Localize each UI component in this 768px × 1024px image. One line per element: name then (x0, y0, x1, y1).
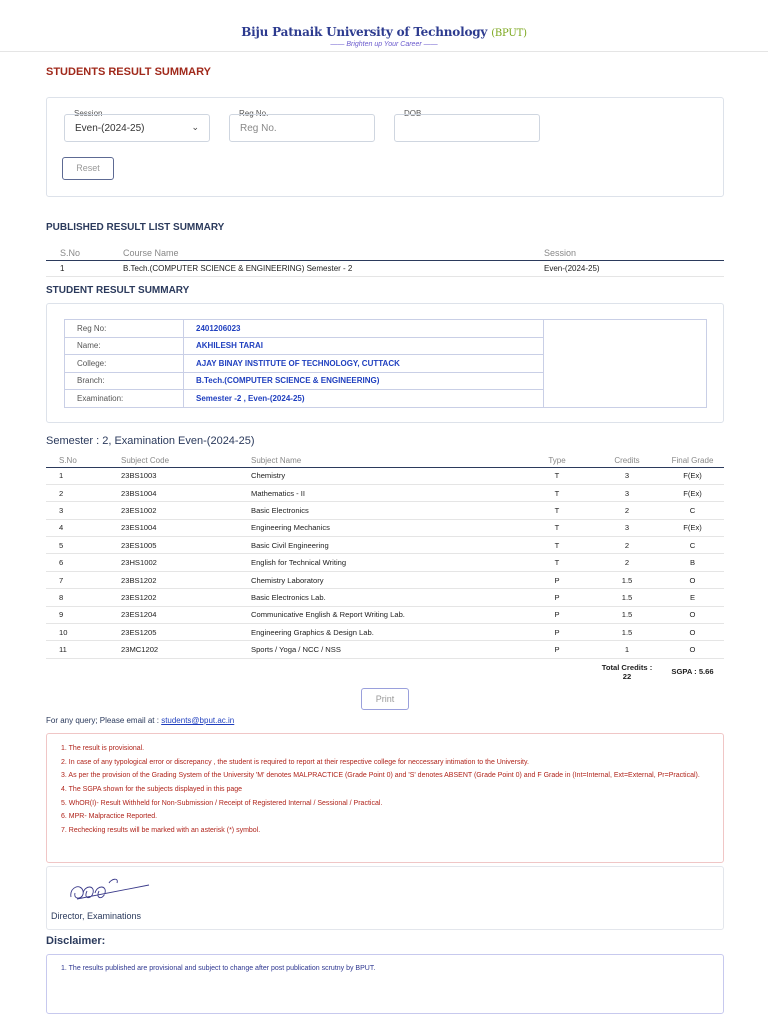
cell-sno: 4 (46, 519, 121, 536)
cell-type: T (521, 554, 593, 571)
table-row[interactable] (46, 261, 724, 277)
cell-grade: F(Ex) (661, 467, 724, 484)
col-course: Course Name (109, 246, 530, 261)
session-label: Session (74, 109, 103, 118)
info-value: B.Tech.(COMPUTER SCIENCE & ENGINEERING) (184, 372, 544, 390)
university-logo[interactable] (0, 25, 768, 39)
disclaimer-card (46, 954, 724, 1014)
regno-label: Reg No. (239, 109, 269, 118)
sgpa-value: SGPA : 5.66 (671, 667, 714, 677)
table-row[interactable] (46, 641, 724, 658)
signature-image (65, 873, 155, 907)
cell-subject-name: Basic Electronics Lab. (251, 589, 521, 606)
student-info-table (64, 319, 707, 408)
cell-sno: 5 (46, 537, 121, 554)
cell-type: T (521, 537, 593, 554)
table-row[interactable] (46, 606, 724, 623)
cell-grade: F(Ex) (661, 484, 724, 501)
total-credits-label: Total Credits : (601, 662, 653, 672)
cell-subject-code: 23ES1002 (121, 502, 251, 519)
cell-sno: 2 (46, 484, 121, 501)
cell-type: P (521, 606, 593, 623)
cell-grade: O (661, 571, 724, 588)
cell-type: P (521, 624, 593, 641)
result-table (46, 455, 724, 684)
cell-credits: 2 (593, 554, 661, 571)
session-value: Even-(2024-25) (75, 123, 145, 134)
query-line (46, 716, 234, 725)
note-item: 4. The SGPA shown for the subjects displayed in this page (61, 786, 243, 794)
cell-grade: B (661, 554, 724, 571)
university-tagline: —— Brighten up Your Career —— (330, 41, 438, 48)
info-value: Semester -2 , Even-(2024-25) (184, 390, 544, 408)
cell-sno: 6 (46, 554, 121, 571)
col-type: Type (521, 455, 593, 467)
total-credits-value: 22 (622, 671, 632, 681)
cell-type: T (521, 519, 593, 536)
cell-subject-name: Chemistry (251, 467, 521, 484)
col-credits: Credits (593, 455, 661, 467)
cell-subject-code: 23ES1005 (121, 537, 251, 554)
cell-subject-name: Mathematics - II (251, 484, 521, 501)
cell-grade: O (661, 624, 724, 641)
cell-grade: C (661, 502, 724, 519)
col-subject-code: Subject Code (121, 455, 251, 467)
cell-subject-code: 23MC1202 (121, 641, 251, 658)
info-row (65, 320, 707, 338)
student-section-title: STUDENT RESULT SUMMARY (46, 285, 190, 296)
cell-subject-name: Basic Electronics (251, 502, 521, 519)
cell-grade: C (661, 537, 724, 554)
cell-credits: 1 (593, 641, 661, 658)
cell-credits: 3 (593, 467, 661, 484)
cell-credits: 2 (593, 537, 661, 554)
result-body (46, 467, 724, 658)
cell-subject-name: English for Technical Writing (251, 554, 521, 571)
cell-subject-name: Communicative English & Report Writing Lab. (251, 606, 521, 623)
photo-cell (544, 320, 707, 408)
reset-button[interactable]: Reset (62, 157, 114, 180)
cell-subject-name: Basic Civil Engineering (251, 537, 521, 554)
cell-sno: 1 (46, 261, 109, 277)
cell-subject-name: Engineering Graphics & Design Lab. (251, 624, 521, 641)
query-text: For any query; Please email at : (46, 716, 159, 725)
cell-subject-code: 23ES1205 (121, 624, 251, 641)
cell-credits: 3 (593, 519, 661, 536)
info-label: Name: (65, 337, 184, 355)
table-row[interactable] (46, 467, 724, 484)
session-select[interactable] (64, 114, 210, 142)
table-row[interactable] (46, 589, 724, 606)
table-row[interactable] (46, 484, 724, 501)
dob-label: DOB (404, 109, 422, 118)
note-item: 6. MPR- Malpractice Reported. (61, 813, 158, 821)
cell-course: B.Tech.(COMPUTER SCIENCE & ENGINEERING) Semester - 2 (109, 261, 530, 277)
cell-subject-code: 23BS1202 (121, 571, 251, 588)
semester-title: Semester : 2, Examination Even-(2024-25) (46, 435, 255, 447)
info-label: Examination: (65, 390, 184, 408)
regno-input[interactable]: Reg No. (229, 114, 375, 142)
dob-input[interactable] (394, 114, 540, 142)
info-label: College: (65, 355, 184, 373)
cell-subject-name: Engineering Mechanics (251, 519, 521, 536)
note-item: 5. WhOR(I)- Result Withheld for Non-Submission / Receipt of Registered Internal / Sessional / Practical. (61, 799, 383, 807)
table-row[interactable] (46, 624, 724, 641)
info-value: 2401206023 (184, 320, 544, 338)
col-final-grade: Final Grade (661, 455, 724, 467)
cell-subject-name: Chemistry Laboratory (251, 571, 521, 588)
table-row[interactable] (46, 502, 724, 519)
cell-subject-code: 23ES1202 (121, 589, 251, 606)
note-item: 7. Rechecking results will be marked with an asterisk (*) symbol. (61, 827, 261, 835)
cell-type: T (521, 502, 593, 519)
cell-type: T (521, 484, 593, 501)
table-row[interactable] (46, 537, 724, 554)
col-session: Session (530, 246, 724, 261)
cell-subject-code: 23HS1002 (121, 554, 251, 571)
site-header (0, 0, 768, 52)
col-sno: S.No (46, 246, 109, 261)
info-label: Branch: (65, 372, 184, 390)
chevron-down-icon: ⌄ (191, 122, 199, 132)
cell-sno: 1 (46, 467, 121, 484)
cell-sno: 11 (46, 641, 121, 658)
note-item: 2. In case of any typological error or discrepancy , the student is required to report at their respective college for neccessary intimation to the University. (61, 758, 529, 766)
cell-credits: 3 (593, 484, 661, 501)
cell-subject-code: 23BS1004 (121, 484, 251, 501)
table-row[interactable] (46, 571, 724, 588)
table-row[interactable] (46, 519, 724, 536)
cell-credits: 1.5 (593, 571, 661, 588)
cell-credits: 2 (593, 502, 661, 519)
cell-grade: O (661, 606, 724, 623)
total-row (46, 658, 724, 684)
cell-sno: 8 (46, 589, 121, 606)
filter-card (46, 97, 724, 197)
info-label: Reg No: (65, 320, 184, 338)
cell-subject-code: 23ES1004 (121, 519, 251, 536)
cell-credits: 1.5 (593, 589, 661, 606)
cell-subject-code: 23BS1003 (121, 467, 251, 484)
cell-grade: O (661, 641, 724, 658)
cell-type: P (521, 641, 593, 658)
cell-sno: 7 (46, 571, 121, 588)
col-subject-name: Subject Name (251, 455, 521, 467)
cell-credits: 1.5 (593, 624, 661, 641)
table-row[interactable] (46, 554, 724, 571)
notes-card (46, 733, 724, 863)
page-title: STUDENTS RESULT SUMMARY (46, 66, 211, 78)
total-credits (593, 658, 661, 684)
cell-sno: 10 (46, 624, 121, 641)
cell-type: P (521, 571, 593, 588)
cell-grade: E (661, 589, 724, 606)
published-section-title: PUBLISHED RESULT LIST SUMMARY (46, 222, 225, 233)
cell-type: T (521, 467, 593, 484)
university-abbr: (BPUT) (491, 28, 527, 39)
university-name: Biju Patnaik University of Technology (241, 25, 488, 39)
published-result-table (46, 246, 724, 277)
cell-subject-code: 23ES1204 (121, 606, 251, 623)
cell-sno: 9 (46, 606, 121, 623)
cell-session: Even-(2024-25) (530, 261, 724, 277)
cell-subject-name: Sports / Yoga / NCC / NSS (251, 641, 521, 658)
cell-credits: 1.5 (593, 606, 661, 623)
info-value: AKHILESH TARAI (184, 337, 544, 355)
signature-label: Director, Examinations (51, 911, 142, 921)
info-value: AJAY BINAY INSTITUTE OF TECHNOLOGY, CUTTACK (184, 355, 544, 373)
cell-sno: 3 (46, 502, 121, 519)
col-sno: S.No (46, 455, 121, 467)
signature-card (46, 866, 724, 930)
email-link[interactable]: students@bput.ac.in (161, 716, 235, 725)
disclaimer-title: Disclaimer: (46, 935, 106, 947)
print-button[interactable]: Print (361, 688, 409, 710)
disclaimer-text: 1. The results published are provisional and subject to change after post publication scrutny by BPUT. (61, 965, 376, 972)
cell-type: P (521, 589, 593, 606)
note-item: 3. As per the provision of the Grading System of the University 'M' denotes MALPRACTICE (Grade Point 0) and 'S' denotes ABSENT (Grade Point 0) and F Grade in (Int=Internal, Ext=External, Pr=Practical). (61, 772, 700, 780)
note-item: 1. The result is provisional. (61, 745, 145, 752)
cell-grade: F(Ex) (661, 519, 724, 536)
